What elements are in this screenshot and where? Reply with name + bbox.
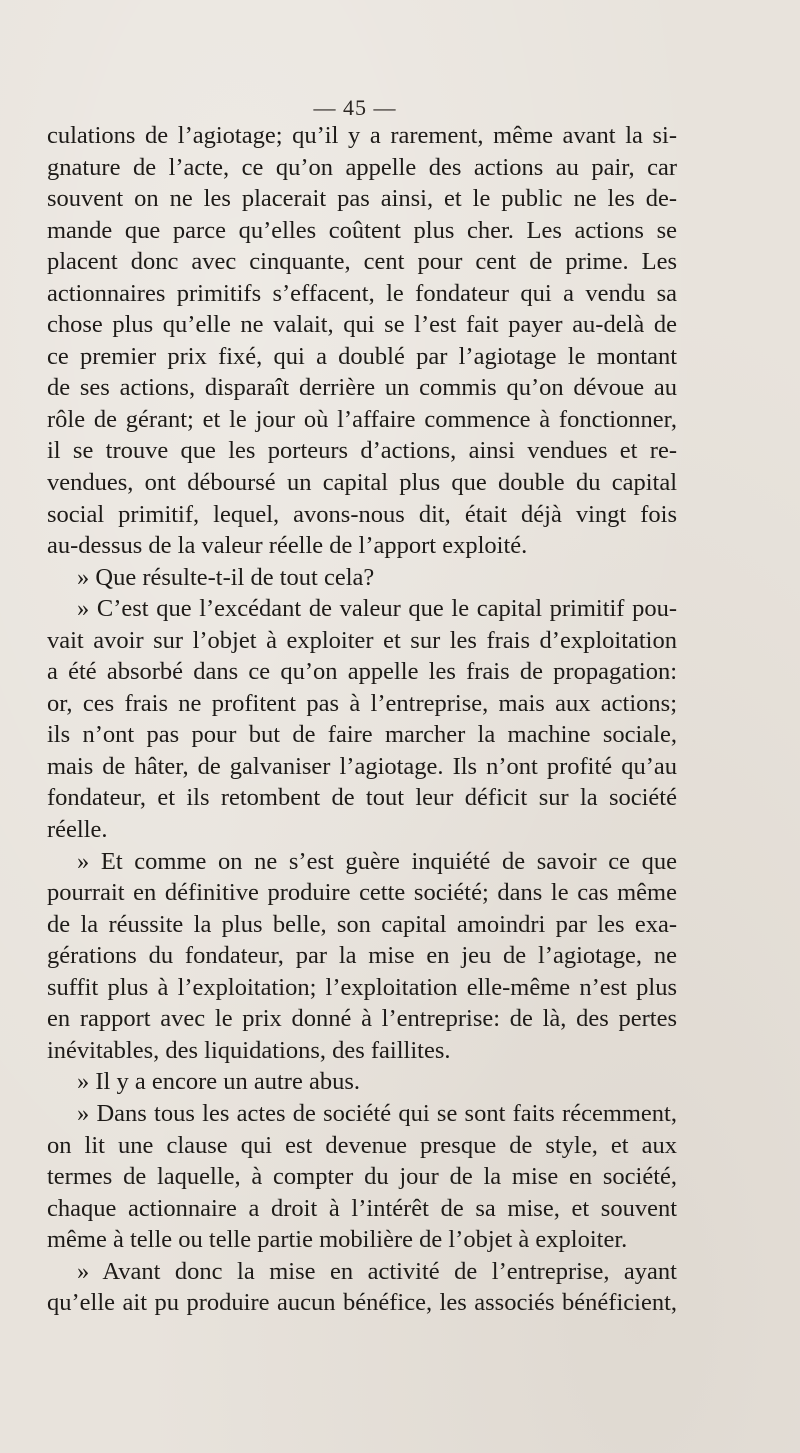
text-line: vait avoir sur l’objet à exploiter et sur les frais d’exploitation	[47, 626, 677, 654]
text-line: actionnaires primitifs s’effacent, le fondateur qui a vendu sa	[47, 279, 677, 307]
text-line: or, ces frais ne profitent pas à l’entreprise, mais aux actions;	[47, 689, 677, 717]
text-line: gnature de l’acte, ce qu’on appelle des actions au pair, car	[47, 153, 677, 181]
text-line: » C’est que l’excédant de valeur que le capital primitif pou-	[77, 595, 677, 623]
text-line: inévitables, des liquidations, des faillites.	[47, 1036, 451, 1064]
text-line: termes de laquelle, à compter du jour de la mise en société,	[47, 1163, 677, 1191]
text-line: gérations du fondateur, par la mise en jeu de l’agiotage, ne	[47, 942, 677, 970]
text-line: rôle de gérant; et le jour où l’affaire commence à fonctionner,	[47, 405, 677, 433]
text-line: » Il y a encore un autre abus.	[77, 1068, 360, 1096]
page-body-text	[47, 120, 677, 1319]
text-line: chaque actionnaire a droit à l’intérêt de sa mise, et souvent	[47, 1194, 677, 1222]
text-line: » Avant donc la mise en activité de l’entreprise, ayant	[77, 1257, 677, 1285]
text-line: placent donc avec cinquante, cent pour cent de prime. Les	[47, 248, 677, 276]
text-line: de la réussite la plus belle, son capital amoindri par les exa-	[47, 910, 677, 938]
text-line: fondateur, et ils retombent de tout leur déficit sur la société	[47, 784, 677, 812]
text-line: chose plus qu’elle ne valait, qui se l’est fait payer au-delà de	[47, 311, 677, 339]
text-line: social primitif, lequel, avons-nous dit, était déjà vingt fois	[47, 500, 677, 528]
text-line: de ses actions, disparaît derrière un commis qu’on dévoue au	[47, 374, 677, 402]
text-line: vendues, ont déboursé un capital plus que double du capital	[47, 469, 677, 497]
text-line: réelle.	[47, 816, 108, 844]
page-number: — 45 —	[313, 95, 397, 120]
text-line: au-dessus de la valeur réelle de l’apport exploité.	[47, 532, 528, 560]
text-line: culations de l’agiotage; qu’il y a rarement, même avant la si-	[47, 122, 677, 149]
text-line: même à telle ou telle partie mobilière de l’objet à exploiter.	[47, 1226, 628, 1254]
text-line: pourrait en définitive produire cette société; dans le cas même	[47, 879, 677, 907]
text-line: suffit plus à l’exploitation; l’exploitation elle-même n’est plus	[47, 973, 677, 1001]
text-line: mande que parce qu’elles coûtent plus cher. Les actions se	[47, 216, 677, 244]
text-line: a été absorbé dans ce qu’on appelle les frais de propagation:	[47, 658, 677, 686]
text-line: » Que résulte-t-il de tout cela?	[77, 563, 375, 591]
text-line: il se trouve que les porteurs d’actions, ainsi vendues et re-	[47, 437, 677, 465]
text-line: ce premier prix fixé, qui a doublé par l’agiotage le montant	[47, 342, 677, 370]
text-line: souvent on ne les placerait pas ainsi, et le public ne les de-	[47, 185, 677, 213]
text-line: » Dans tous les actes de société qui se sont faits récemment,	[77, 1099, 677, 1127]
text-line: mais de hâter, de galvaniser l’agiotage. Ils n’ont profité qu’au	[47, 752, 677, 780]
text-line: on lit une clause qui est devenue presque de style, et aux	[47, 1131, 677, 1159]
text-line: en rapport avec le prix donné à l’entreprise: de là, des pertes	[47, 1005, 677, 1033]
text-line: » Et comme on ne s’est guère inquiété de savoir ce que	[77, 847, 677, 875]
text-line: qu’elle ait pu produire aucun bénéfice, les associés bénéficient,	[47, 1289, 677, 1317]
text-line: ils n’ont pas pour but de faire marcher la machine sociale,	[47, 721, 677, 749]
